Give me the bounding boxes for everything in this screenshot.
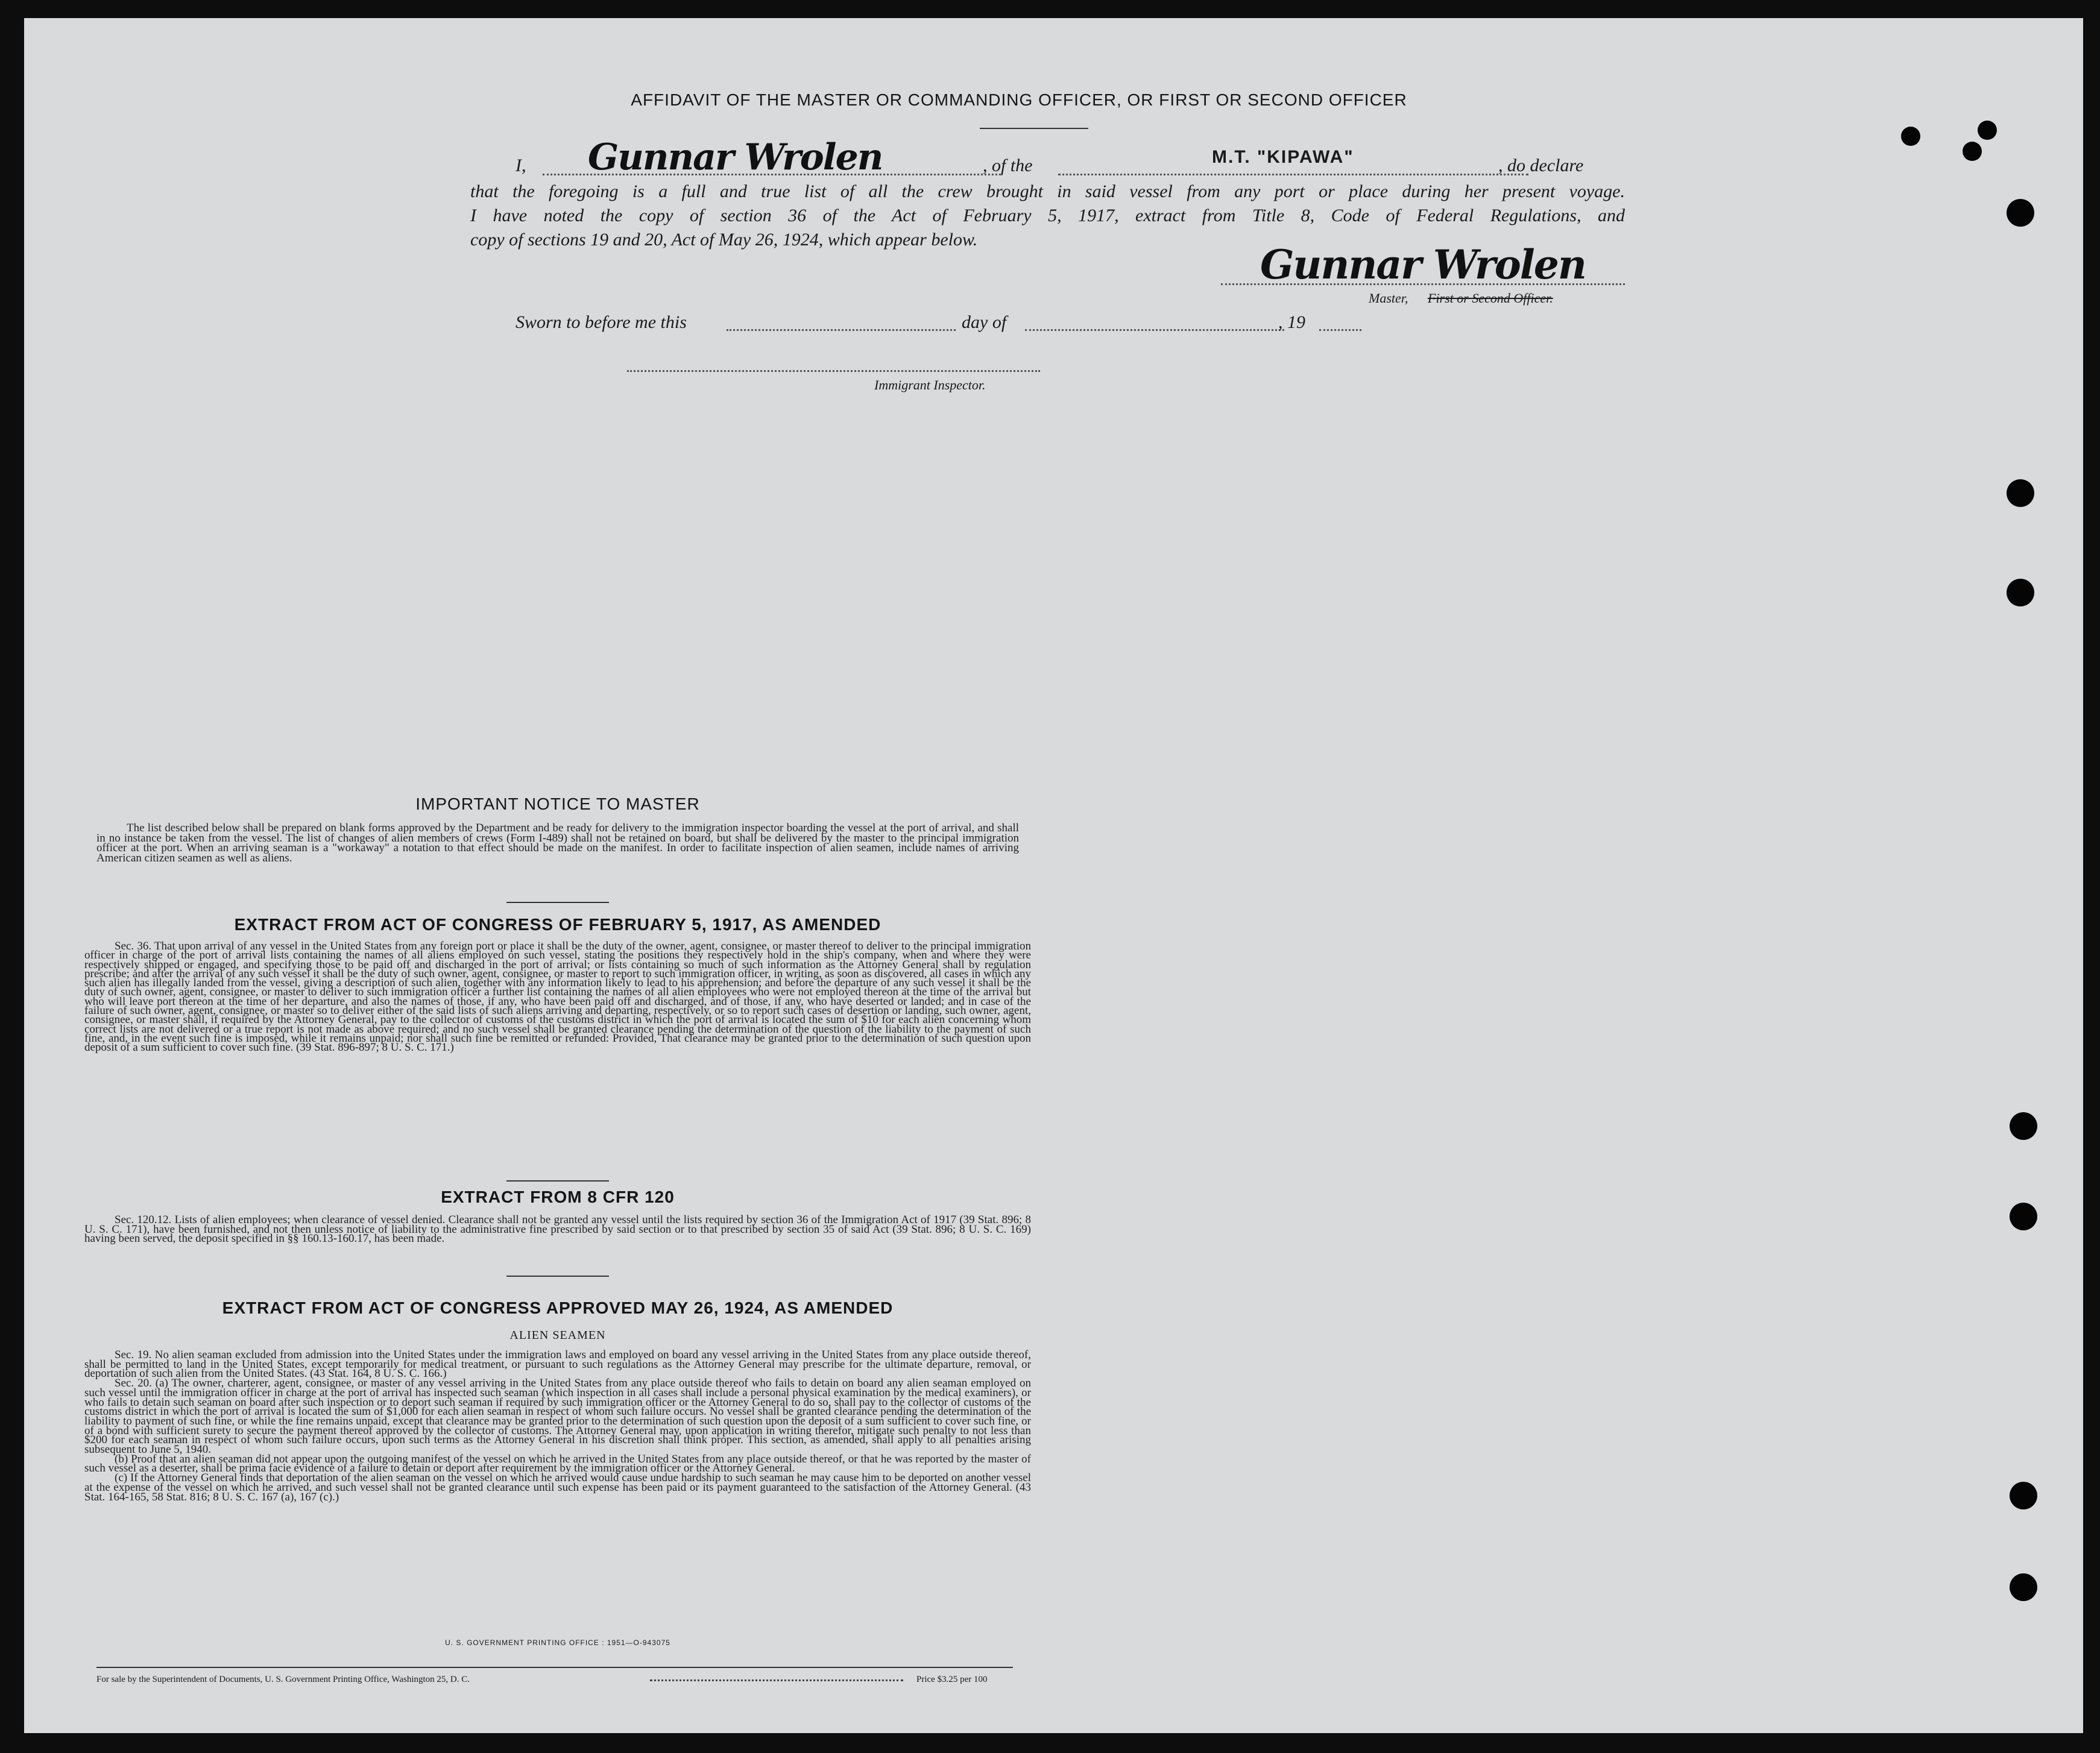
do-declare-label: , do declare — [1498, 156, 1584, 175]
inspector-line — [627, 370, 1040, 372]
day-of-label: day of — [962, 312, 1007, 332]
alien-seamen-subtitle: ALIEN SEAMEN — [509, 1329, 606, 1342]
binder-hole — [2010, 1482, 2037, 1509]
leader-dots — [650, 1679, 903, 1681]
extract-1924-block — [84, 1350, 1031, 1502]
binder-hole — [2007, 579, 2034, 606]
vessel-line — [1058, 174, 1528, 175]
footer-rule — [96, 1667, 1013, 1668]
year-line — [1319, 329, 1361, 331]
notice-text: The list described below shall be prepared on blank forms approved by the Department and be ready for delivery to the immigration inspector boarding the vessel at the port of arrival, and shall in no instance be taken from the vessel. The list of changes of alien members of crews (Form I-489) shall not be retained on board, but shall be delivered by the master to the principal immigration officer at the port. When an arriving seaman is a "workaway" a notation to that effect should be made on the manifest. In order to facilitate inspection of alien seamen, include names of arriving American citizen seamen as well as aliens. — [96, 822, 1019, 864]
binder-hole — [2010, 1112, 2037, 1140]
affidavit-line-3: I have noted the copy of section 36 of the Act of February 5, 1917, extract from Title 8, Code of Federal Regulations, and — [470, 206, 1625, 225]
extract-1917-title: EXTRACT FROM ACT OF CONGRESS OF FEBRUARY 5, 1917, AS AMENDED — [234, 915, 881, 934]
inspector-label: Immigrant Inspector. — [874, 377, 986, 392]
divider — [506, 902, 609, 903]
price-text: Price $3.25 per 100 — [916, 1675, 988, 1684]
vessel-name: M.T. "KIPAWA" — [1212, 147, 1354, 167]
struck-officer-label: First or Second Officer. — [1428, 291, 1553, 306]
binder-hole — [2010, 1573, 2037, 1601]
affidavit-line-4: copy of sections 19 and 20, Act of May 26, 1924, which appear below. — [470, 230, 978, 250]
affidavit-line-2: that the foregoing is a full and true list of all the crew brought in said vessel from any port or place during her present voyage. — [470, 181, 1625, 201]
extract-cfr-title: EXTRACT FROM 8 CFR 120 — [441, 1188, 675, 1206]
notice-title: IMPORTANT NOTICE TO MASTER — [415, 795, 700, 813]
divider — [506, 1276, 609, 1277]
binder-hole — [2010, 1203, 2037, 1230]
master-signature-2: Gunnar Wrolen — [1260, 241, 1586, 288]
section-19-text: Sec. 19. No alien seaman excluded from admission into the United States under the immigration laws and employed on board any vessel arriving in the United States from any place outside thereof, shall be permitted to land in the United States, except temporarily for medical treatment, or pursuant to such regulations as the Attorney General may prescribe for the ultimate departure, removal, or deportation of such alien from the United States. (43 Stat. 164, 8 U. S. C. 166.) — [84, 1349, 1031, 1380]
divider — [506, 1180, 609, 1182]
extract-1917-block — [84, 942, 1031, 1053]
notice-text-block — [96, 823, 1019, 863]
binder-hole — [1963, 142, 1982, 161]
section-20a-text: Sec. 20. (a) The owner, charterer, agent, consignee, or master of any vessel arriving in the United States from any place outside thereof who fails to detain on board any alien seaman employed on such vessel until the immigration officer in charge at the port of arrival has inspected such seaman (which inspection in all cases shall include a personal physical examination by the medical examiners), or who fails to detain such seaman on board after such inspection or to deport such seaman if required by such immigration officer or the Attorney General to do so, shall pay to the collector of customs of the customs district in which the port of arrival is located the sum of $1,000 for each alien seaman in respect of whom such failure occurs. No vessel shall be granted clearance pending the determination of the liability to payment of such fine, or while the fine remains unpaid, except that clearance may be granted prior to the determination of such question upon the deposit of a sum sufficient to cover such fine, or of a bond with sufficient surety to secure the payment thereof approved by the collector of customs. The Attorney General may, upon application in writing therefor, mitigate such penalty to not less than $200 for each seaman in respect of whom such failure occurs, upon such terms as the Attorney General in his discretion shall think proper. This section, as amended, shall apply to all penalties arising subsequent to June 5, 1940. — [84, 1377, 1031, 1456]
section-36-text: Sec. 36. That upon arrival of any vessel in the United States from any foreign port or place it shall be the duty of the owner, agent, consignee, or master thereof to deliver to the principal immigration officer in charge of the port of arrival lists containing the names of all aliens employed on such vessel, stating the positions they respectively hold in the ship's company, when and where they were respectively shipped or engaged, and specifying those to be paid off and discharged in the port of arrival; or lists containing so much of such information as the Attorney General shall by regulation prescribe; and after the arrival of any such vessel it shall be the duty of such owner, agent, consignee, or master to report to such immigration officer, in writing, as soon as discovered, all cases in which any such alien has illegally landed from the vessel, giving a description of such alien, together with any information likely to lead to his apprehension; and before the departure of any such vessel it shall be the duty of such owner, agent, consignee, or master to deliver to such immigration officer a further list containing the names of all alien employees who were not employed thereon at the time of the arrival but who will leave port thereon at the time of her departure, and also the names of those, if any, who have been paid off and discharged, and of those, if any, who have deserted or landed; and in case of the failure of such owner, agent, consignee, or master so to deliver either of the said lists of such aliens arriving and departing, respectively, or so to report such cases of desertion or landing, such owner, agent, consignee, or master shall, if required by the Attorney General, pay to the collector of customs of the customs district in which the port of arrival is located the sum of $10 for each alien concerning whom correct lists are not delivered or a true report is not made as above required; and no such vessel shall be granted clearance pending the determination of the question of the liability to the payment of such fine, and, in the event such fine is imposed, while it remains unpaid; nor shall such fine be remitted or refunded: Provided, That clearance may be granted prior to the determination of such question upon deposit of a sum sufficient to cover such fine. (39 Stat. 896-897; 8 U. S. C. 171.) — [84, 940, 1031, 1054]
of-the-label: , of the — [983, 156, 1033, 175]
divider — [980, 128, 1088, 129]
section-120-12-text: Sec. 120.12. Lists of alien employees; when clearance of vessel denied. Clearance shall not be granted any vessel until the lists required by section 36 of the Immigration Act of 1917 (39 Stat. 896; 8 U. S. C. 171), have been furnished, and not then unless notice of liability to the administrative fine prescribed by said section or to that prescribed by section 35 of said Act (39 Stat. 896; 8 U. S. C. 169) having been served, the deposit specified in §§ 160.13-160.17, has been made. — [84, 1213, 1031, 1245]
section-20c-text: (c) If the Attorney General finds that deportation of the alien seaman on the vessel on which he arrived would cause undue hardship to such seaman he may cause him to be deported on another vessel at the expense of the vessel on which he arrived, and such vessel shall not be granted clearance until such expense has been paid or its payment guaranteed to the satisfaction of the Attorney General. (43 Stat. 164-165, 58 Stat. 816; 8 U. S. C. 167 (a), 167 (c).) — [84, 1471, 1031, 1503]
extract-cfr-block — [84, 1215, 1031, 1244]
master-signature-1: Gunnar Wrolen — [588, 136, 883, 178]
signature-line — [1221, 283, 1625, 285]
sworn-month-line — [1025, 329, 1284, 331]
affidavit-title: AFFIDAVIT OF THE MASTER OR COMMANDING OFFICER, OR FIRST OR SECOND OFFICER — [631, 90, 1407, 109]
section-20b-text: (b) Proof that an alien seaman did not appear upon the outgoing manifest of the vessel on which he arrived in the United States from any place outside thereof, or that he was reported by the master of such vessel as a deserter, shall be prima facie evidence of a failure to detain or deport after requirement by the immigration officer or the Attorney General. — [84, 1452, 1031, 1475]
master-label: Master, — [1369, 291, 1408, 306]
binder-hole — [1901, 127, 1920, 146]
for-sale-text: For sale by the Superintendent of Documents, U. S. Government Printing Office, Washington 25, D. C. — [96, 1675, 470, 1684]
affidavit-i-label: I, — [516, 156, 526, 175]
document-page — [24, 18, 2083, 1733]
extract-1924-title: EXTRACT FROM ACT OF CONGRESS APPROVED MAY 26, 1924, AS AMENDED — [222, 1298, 894, 1317]
binder-hole — [2007, 199, 2034, 227]
binder-hole — [1978, 121, 1997, 140]
sworn-day-line — [727, 329, 956, 331]
printer-imprint: U. S. GOVERNMENT PRINTING OFFICE : 1951—O-943075 — [445, 1638, 670, 1647]
year-prefix: , 19 — [1278, 312, 1305, 332]
binder-hole — [2007, 479, 2034, 507]
sworn-label: Sworn to before me this — [516, 312, 687, 332]
